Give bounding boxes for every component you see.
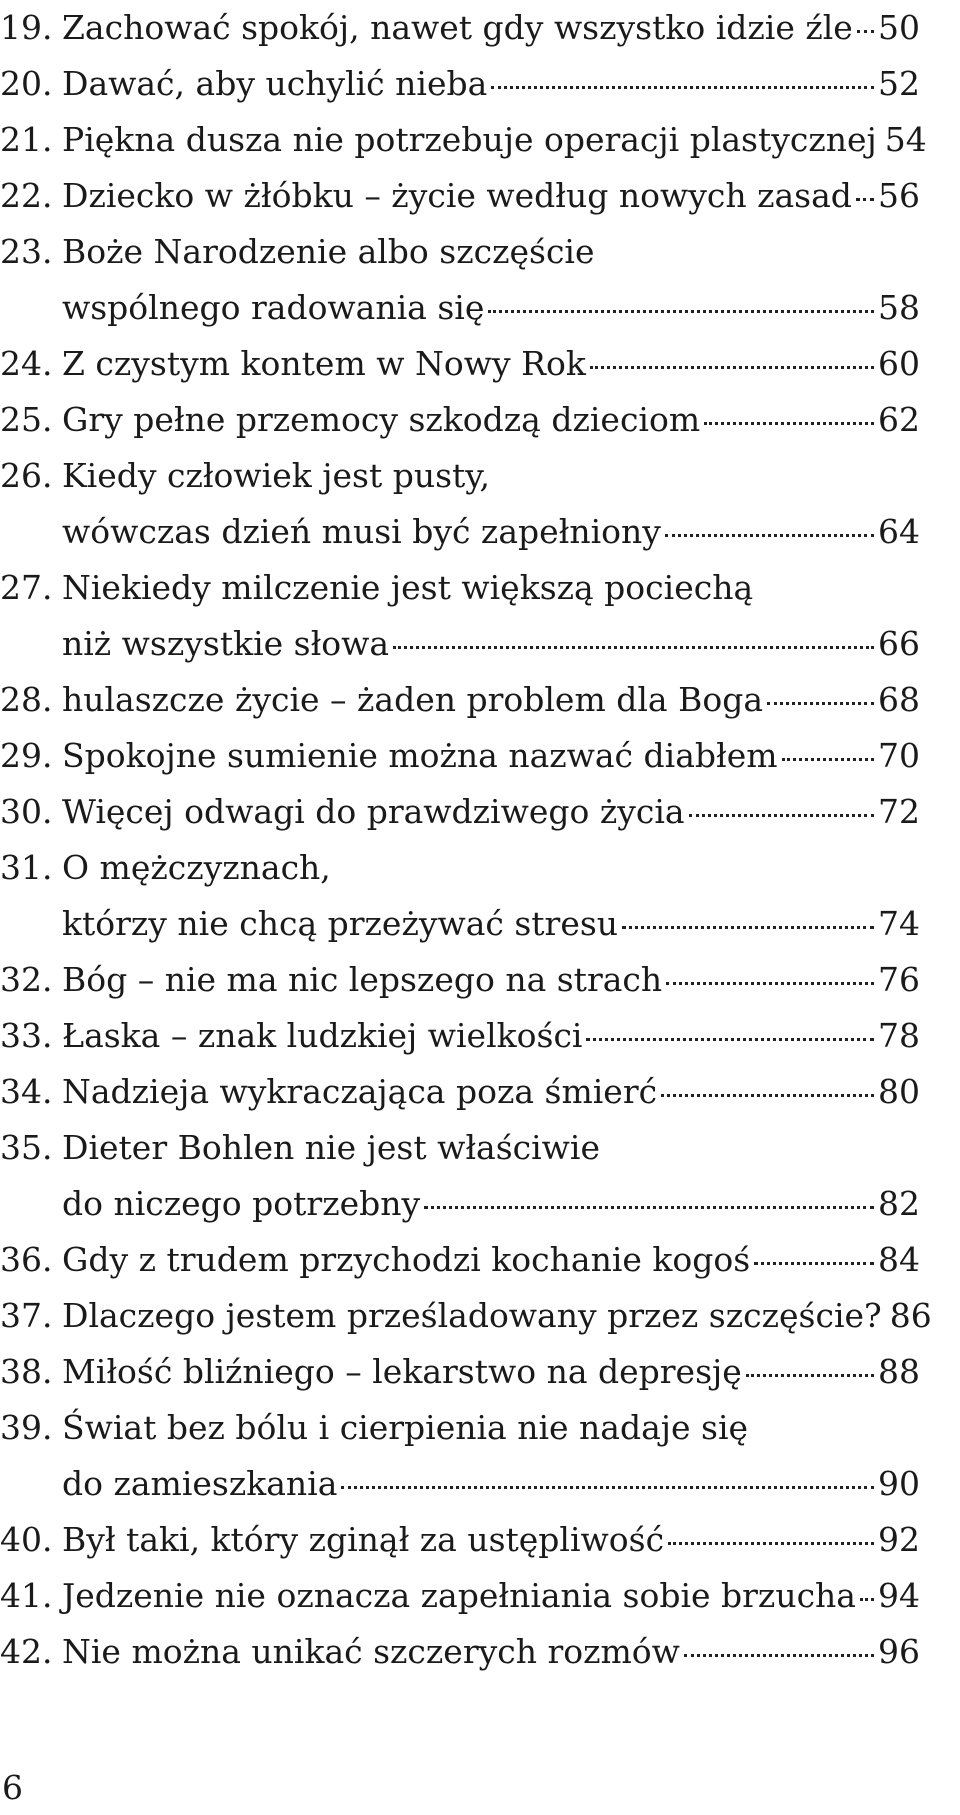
- dot-leader: [782, 758, 874, 761]
- toc-entry-number: 42.: [0, 1632, 53, 1671]
- dot-leader: [856, 198, 874, 201]
- toc-entry-page: 88: [878, 1352, 920, 1391]
- toc-entry-number: 27.: [0, 568, 53, 607]
- toc-entry-line: [62, 392, 920, 448]
- toc-entry-line: [62, 728, 920, 784]
- dot-leader: [424, 1206, 874, 1209]
- toc-entry-line: [62, 952, 920, 1008]
- toc-entry-line: [62, 336, 920, 392]
- toc-entry-number: 32.: [0, 960, 53, 999]
- toc-entry-page: 52: [878, 64, 920, 103]
- toc-entry: [0, 672, 920, 728]
- toc-entry-title: Łaska – znak ludzkiej wielkości: [62, 1016, 583, 1055]
- toc-entry-title-first-line: Dieter Bohlen nie jest właściwie: [62, 1128, 600, 1167]
- dot-leader: [665, 534, 874, 537]
- toc-entry-title: Nadzieja wykraczająca poza śmierć: [62, 1072, 658, 1111]
- toc-entry-page: 96: [878, 1632, 920, 1671]
- dot-leader: [491, 86, 874, 89]
- toc-entry-number: 35.: [0, 1128, 53, 1167]
- dot-leader: [586, 1038, 874, 1041]
- toc-entry-line: [62, 1568, 920, 1624]
- dot-leader: [704, 422, 874, 425]
- toc-entry-number: 29.: [0, 736, 53, 775]
- toc-entry: [0, 560, 920, 672]
- toc-entry: [0, 1624, 920, 1680]
- toc-entry: [0, 112, 927, 168]
- toc-entry-line: [62, 784, 920, 840]
- dot-leader: [622, 926, 874, 929]
- toc-entry-title: niż wszystkie słowa: [62, 624, 390, 663]
- toc-entry-number: 21.: [0, 120, 53, 159]
- toc-entry-line: [62, 1624, 920, 1680]
- toc-entry-number: 41.: [0, 1576, 53, 1615]
- toc-entry-line: [62, 896, 920, 952]
- toc-entry-line: [62, 0, 920, 56]
- toc-entry-number: 20.: [0, 64, 53, 103]
- toc-entry-number: 30.: [0, 792, 53, 831]
- toc-entry-page: 86: [889, 1296, 932, 1335]
- dot-leader: [754, 1262, 874, 1265]
- dot-leader: [488, 310, 874, 313]
- toc-entry-line: [62, 1344, 920, 1400]
- toc-entry: [0, 0, 920, 56]
- toc-entry-title: Zachować spokój, nawet gdy wszystko idzie źle: [62, 8, 853, 47]
- toc-entry: [0, 728, 920, 784]
- dot-leader: [857, 30, 874, 33]
- toc-entry-line: [62, 1008, 920, 1064]
- toc-entry-line: [62, 280, 920, 336]
- toc-entry-page: 56: [878, 176, 920, 215]
- toc-entry: [0, 840, 920, 952]
- toc-entry-title: wówczas dzień musi być zapełniony: [62, 512, 661, 551]
- toc-entry-number: 22.: [0, 176, 53, 215]
- toc-entry-title: Z czystym kontem w Nowy Rok: [62, 344, 586, 383]
- dot-leader: [689, 814, 874, 817]
- toc-entry: [0, 1232, 920, 1288]
- dot-leader: [393, 646, 874, 649]
- toc-entry-line: [62, 1176, 920, 1232]
- toc-entry-page: 70: [878, 736, 920, 775]
- toc-entry-page: 66: [878, 624, 920, 663]
- toc-entry-title-first-line: Kiedy człowiek jest pusty,: [62, 456, 491, 495]
- toc-entry-page: 76: [878, 960, 920, 999]
- toc-entry: [0, 448, 920, 560]
- toc-entry-page: 62: [878, 400, 920, 439]
- page-number: 6: [2, 1768, 23, 1807]
- toc-entry: [0, 1568, 920, 1624]
- toc-entry-page: 54: [884, 120, 927, 159]
- toc-entry-number: 24.: [0, 344, 53, 383]
- toc-entry: [0, 784, 920, 840]
- toc-entry-page: 58: [878, 288, 920, 327]
- toc-entry-title: Dziecko w żłóbku – życie według nowych zasad: [62, 176, 852, 215]
- toc-entry-title: hulaszcze życie – żaden problem dla Boga: [62, 680, 763, 719]
- toc-entry-page: 82: [878, 1184, 920, 1223]
- dot-leader: [661, 1094, 874, 1097]
- toc-entry-line: [62, 1232, 920, 1288]
- toc-entry-number: 19.: [0, 8, 53, 47]
- toc-entry-title-first-line: Niekiedy milczenie jest większą pociechą: [62, 568, 754, 607]
- toc-entry-title-first-line: Świat bez bólu i cierpienia nie nadaje się: [62, 1408, 749, 1447]
- dot-leader: [767, 702, 874, 705]
- toc-entry-number: 40.: [0, 1520, 53, 1559]
- toc-entry: [0, 1008, 920, 1064]
- toc-entry-title: Piękna dusza nie potrzebuje operacji plastycznej: [62, 120, 877, 159]
- toc-entry-number: 39.: [0, 1408, 53, 1447]
- toc-entry-page: 68: [878, 680, 920, 719]
- toc-entry-line: [62, 1456, 920, 1512]
- toc-entry: [0, 392, 920, 448]
- toc-entry-title: Dawać, aby uchylić nieba: [62, 64, 488, 103]
- toc-entry-page: 94: [878, 1576, 920, 1615]
- toc-entry-line: [62, 616, 920, 672]
- toc-entry-title: do zamieszkania: [62, 1464, 338, 1503]
- toc-entry: [0, 1120, 920, 1232]
- toc-entry-title: wspólnego radowania się: [62, 288, 485, 327]
- toc-entry-title: Jedzenie nie oznacza zapełniania sobie brzucha: [62, 1576, 856, 1615]
- toc-entry-number: 23.: [0, 232, 53, 271]
- toc-entry: [0, 1288, 932, 1344]
- toc-entry: [0, 168, 920, 224]
- toc-entry-line: [62, 168, 920, 224]
- toc-entry-page: 90: [878, 1464, 920, 1503]
- toc-entry-title: Był taki, który zginął za ustępliwość: [62, 1520, 665, 1559]
- toc-entry-number: 37.: [0, 1296, 53, 1335]
- toc-entry-line: [62, 1288, 932, 1344]
- toc-entry-title: Nie można unikać szczerych rozmów: [62, 1632, 680, 1671]
- toc-entry-number: 28.: [0, 680, 53, 719]
- toc-entry: [0, 224, 920, 336]
- toc-entry: [0, 1400, 920, 1512]
- toc-entry-number: 38.: [0, 1352, 53, 1391]
- toc-entry-title: Miłość bliźniego – lekarstwo na depresję: [62, 1352, 742, 1391]
- dot-leader: [668, 1542, 874, 1545]
- toc-entry-page: 84: [878, 1240, 920, 1279]
- toc-entry-title-first-line: Boże Narodzenie albo szczęście: [62, 232, 595, 271]
- toc-entry-number: 31.: [0, 848, 53, 887]
- toc-entry: [0, 1344, 920, 1400]
- toc-entry-page: 72: [878, 792, 920, 831]
- toc-entry-page: 64: [878, 512, 920, 551]
- toc-entry: [0, 336, 920, 392]
- toc-entry-number: 25.: [0, 400, 53, 439]
- toc-entry: [0, 952, 920, 1008]
- toc-entry-title-first-line: O mężczyznach,: [62, 848, 331, 887]
- toc-entry-title: Bóg – nie ma nic lepszego na strach: [62, 960, 663, 999]
- toc-entry: [0, 1512, 920, 1568]
- dot-leader: [684, 1654, 874, 1657]
- toc-entry-page: 80: [878, 1072, 920, 1111]
- dot-leader: [590, 366, 874, 369]
- toc-entry-title: Spokojne sumienie można nazwać diabłem: [62, 736, 778, 775]
- toc-entry: [0, 1064, 920, 1120]
- toc-entry-title: którzy nie chcą przeżywać stresu: [62, 904, 619, 943]
- toc-entry-page: 50: [878, 8, 920, 47]
- dot-leader: [341, 1486, 874, 1489]
- dot-leader: [860, 1598, 874, 1601]
- toc-entry-number: 26.: [0, 456, 53, 495]
- toc-entry-page: 92: [878, 1520, 920, 1559]
- toc-entry-line: [62, 1512, 920, 1568]
- toc-entry-number: 33.: [0, 1016, 53, 1055]
- toc-entry-title: Gry pełne przemocy szkodzą dzieciom: [62, 400, 701, 439]
- toc-entry-line: [62, 112, 927, 168]
- toc-entry-page: 74: [878, 904, 920, 943]
- toc-entry-title: Gdy z trudem przychodzi kochanie kogoś: [62, 1240, 751, 1279]
- toc-entry-title: do niczego potrzebny: [62, 1184, 421, 1223]
- toc-entry-page: 60: [878, 344, 920, 383]
- toc-entry: [0, 56, 920, 112]
- toc-entry-line: [62, 1064, 920, 1120]
- dot-leader: [666, 982, 874, 985]
- toc-entry-line: [62, 504, 920, 560]
- toc-entry-page: 78: [878, 1016, 920, 1055]
- toc-entry-number: 36.: [0, 1240, 53, 1279]
- toc-entry-number: 34.: [0, 1072, 53, 1111]
- toc-entry-title: Więcej odwagi do prawdziwego życia: [62, 792, 685, 831]
- toc-entry-title: Dlaczego jestem prześladowany przez szczęście?: [62, 1296, 882, 1335]
- dot-leader: [746, 1374, 874, 1377]
- toc-entry-line: [62, 56, 920, 112]
- toc-entry-line: [62, 672, 920, 728]
